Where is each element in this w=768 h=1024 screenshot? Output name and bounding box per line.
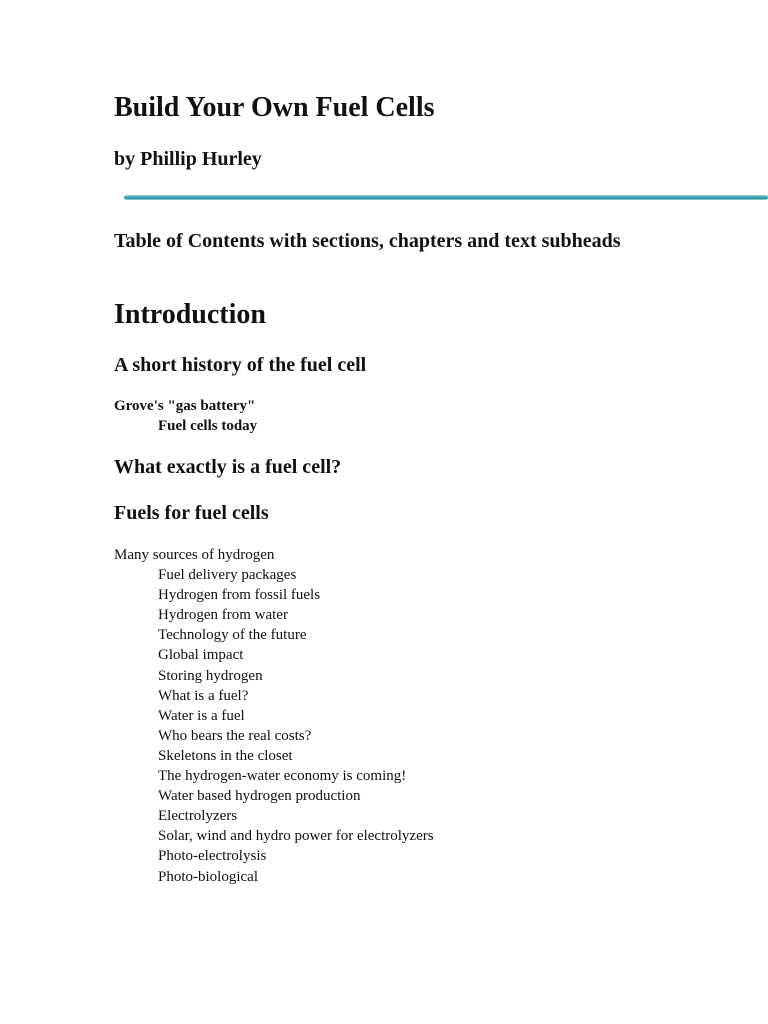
chapter-title-fuels: Fuels for fuel cells — [114, 502, 269, 524]
fuels-subhead-list — [114, 545, 434, 887]
chapter-title-what-is-fuel-cell: What exactly is a fuel cell? — [114, 456, 342, 478]
list-item: Many sources of hydrogen — [114, 547, 275, 563]
horizontal-rule — [124, 195, 768, 200]
list-item: Solar, wind and hydro power for electrolyzers — [158, 828, 434, 845]
list-item: Fuel delivery packages — [158, 567, 297, 584]
list-item: Who bears the real costs? — [158, 727, 312, 744]
document-title: Build Your Own Fuel Cells — [114, 92, 435, 123]
list-item: Global impact — [158, 647, 244, 664]
list-item: Skeletons in the closet — [158, 747, 293, 764]
list-item: Hydrogen from water — [158, 607, 288, 624]
list-item: What is a fuel? — [158, 687, 249, 704]
list-item: Water is a fuel — [158, 707, 245, 724]
subhead-fuel-cells-today: Fuel cells today — [158, 418, 258, 434]
list-item: Water based hydrogen production — [158, 788, 361, 805]
section-title-introduction: Introduction — [114, 299, 266, 330]
list-item: Electrolyzers — [158, 808, 238, 825]
list-item: Storing hydrogen — [158, 667, 263, 684]
list-item: Photo-biological — [158, 868, 258, 885]
list-item: Hydrogen from fossil fuels — [158, 587, 321, 604]
toc-heading: Table of Contents with sections, chapters and text subheads — [114, 230, 621, 252]
list-item: Technology of the future — [158, 627, 307, 644]
chapter-title-history: A short history of the fuel cell — [114, 354, 367, 376]
list-item: Photo-electrolysis — [158, 848, 267, 865]
subhead-groves-gas-battery: Grove's "gas battery" — [114, 398, 256, 414]
list-item: The hydrogen-water economy is coming! — [158, 768, 407, 785]
document-author: by Phillip Hurley — [114, 148, 262, 170]
